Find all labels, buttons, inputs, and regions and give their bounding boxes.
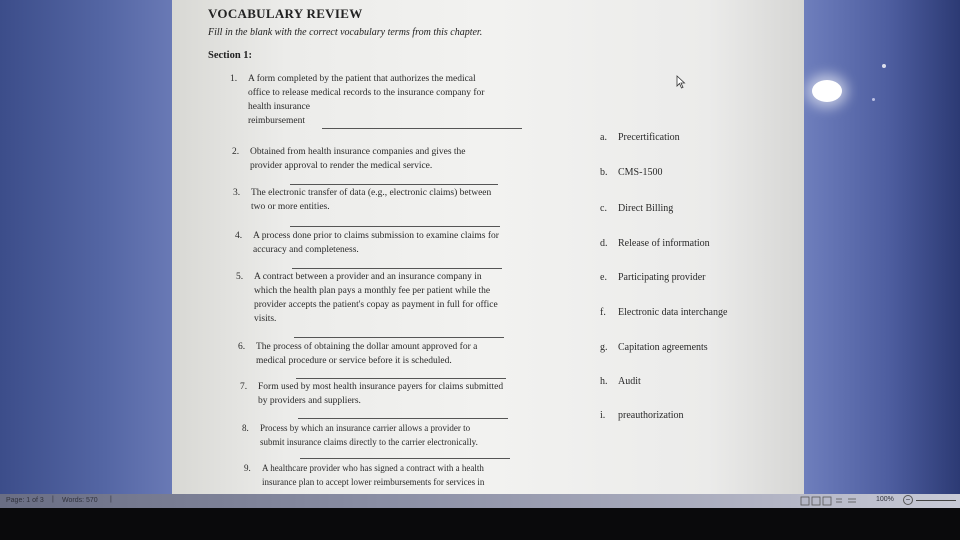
question-line: provider approval to render the medical service. xyxy=(250,161,433,171)
question-line: A form completed by the patient that authorizes the medical xyxy=(248,74,476,84)
zoom-level[interactable]: 100% xyxy=(876,496,894,503)
document-title: VOCABULARY REVIEW xyxy=(208,6,363,21)
question-line: Process by which an insurance carrier allows a provider to xyxy=(260,423,471,433)
question-line: reimbursement xyxy=(248,116,305,126)
question-6 xyxy=(238,340,578,370)
answer-option-b: b. CMS-1500 xyxy=(600,167,663,178)
answer-option-a: a. Precertification xyxy=(600,132,680,143)
zoom-out-icon[interactable]: − xyxy=(903,495,913,505)
screen-glare-speck xyxy=(872,98,875,101)
screen-glare xyxy=(812,80,842,102)
question-line: A process done prior to claims submission to examine claims for xyxy=(253,231,499,241)
status-bar xyxy=(0,494,960,508)
question-5 xyxy=(236,270,576,328)
answer-option-f: f. Electronic data interchange xyxy=(600,307,728,318)
question-number: 9. xyxy=(244,463,251,473)
question-number: 7. xyxy=(240,382,248,392)
answer-blank[interactable] xyxy=(296,378,506,379)
question-7 xyxy=(240,380,580,410)
answer-blank[interactable] xyxy=(298,418,508,419)
question-number: 5. xyxy=(236,272,244,282)
question-line: insurance plan to accept lower reimbursements for services in xyxy=(262,477,485,487)
question-line: provider accepts the patient's copay as payment in full for office xyxy=(254,300,498,310)
question-number: 4. xyxy=(235,231,243,241)
word-count[interactable]: Words: 570 xyxy=(62,497,98,504)
answer-blank[interactable] xyxy=(290,226,500,227)
question-number: 2. xyxy=(232,147,240,157)
question-line: submit insurance claims directly to the carrier electronically. xyxy=(260,437,478,447)
answer-option-c: c. Direct Billing xyxy=(600,203,674,214)
status-separator: | xyxy=(52,496,54,503)
question-line: A contract between a provider and an insurance company in xyxy=(254,272,482,282)
question-2 xyxy=(232,145,572,175)
question-line: A healthcare provider who has signed a contract with a health xyxy=(262,463,484,473)
question-line: health insurance xyxy=(248,102,310,112)
answer-option-e: e. Participating provider xyxy=(600,272,706,283)
question-line: Obtained from health insurance companies and gives the xyxy=(250,147,466,157)
document-page[interactable] xyxy=(172,0,804,494)
status-separator: | xyxy=(110,496,112,503)
monitor-bezel xyxy=(0,508,960,540)
answer-blank[interactable] xyxy=(322,128,522,129)
question-1 xyxy=(230,72,570,130)
question-line: The electronic transfer of data (e.g., electronic claims) between xyxy=(251,188,492,198)
answer-option-d: d. Release of information xyxy=(600,238,710,249)
question-4 xyxy=(235,229,575,259)
page-count[interactable]: Page: 1 of 3 xyxy=(6,497,44,504)
question-3 xyxy=(233,186,573,216)
answer-option-g: g. Capitation agreements xyxy=(600,342,708,353)
desktop-background-right xyxy=(800,0,960,496)
document-instructions: Fill in the blank with the correct vocabulary terms from this chapter. xyxy=(208,27,483,38)
question-8 xyxy=(242,421,582,451)
question-line: office to release medical records to the insurance company for xyxy=(248,88,485,98)
zoom-slider[interactable] xyxy=(916,500,956,501)
question-line: Form used by most health insurance payers for claims submitted xyxy=(258,382,504,392)
question-line: accuracy and completeness. xyxy=(253,245,359,255)
question-9 xyxy=(244,461,584,491)
desktop-background-left xyxy=(0,0,175,496)
mouse-pointer-icon xyxy=(676,75,686,89)
answer-blank[interactable] xyxy=(294,337,504,338)
answer-blank[interactable] xyxy=(300,458,510,459)
question-line: visits. xyxy=(254,314,277,324)
answer-blank[interactable] xyxy=(292,268,502,269)
question-line: two or more entities. xyxy=(251,202,330,212)
question-line: by providers and suppliers. xyxy=(258,396,361,406)
question-line: The process of obtaining the dollar amount approved for a xyxy=(256,342,478,352)
section-heading: Section 1: xyxy=(208,50,253,61)
question-number: 1. xyxy=(230,74,238,84)
answer-blank[interactable] xyxy=(290,184,498,185)
screen-glare-speck xyxy=(882,64,886,68)
question-line: medical procedure or service before it is scheduled. xyxy=(256,356,452,366)
view-mode-icons[interactable] xyxy=(800,496,860,506)
question-number: 8. xyxy=(242,423,249,433)
answer-option-h: h. Audit xyxy=(600,376,641,387)
answer-option-i: i. preauthorization xyxy=(600,410,684,421)
question-number: 3. xyxy=(233,188,241,198)
question-line: which the health plan pays a monthly fee per patient while the xyxy=(254,286,491,296)
question-number: 6. xyxy=(238,342,246,352)
